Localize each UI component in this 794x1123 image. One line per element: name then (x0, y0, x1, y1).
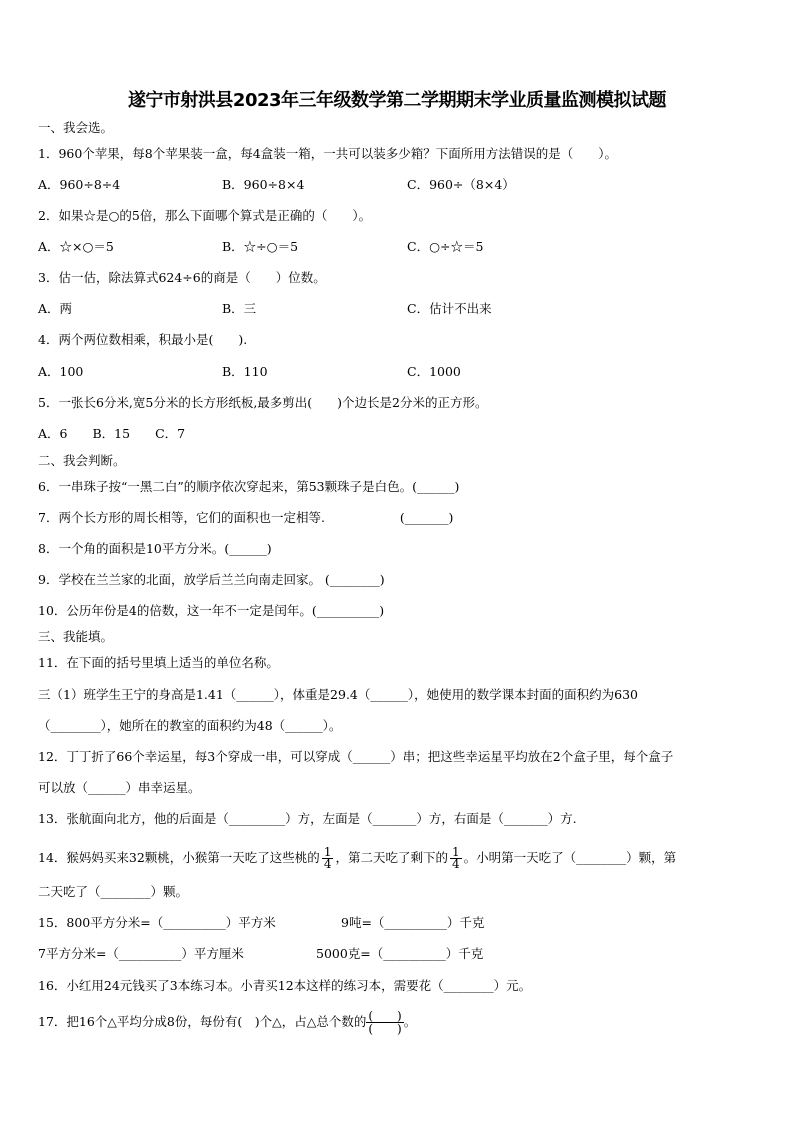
question-8: 8．一个角的面积是10平方分米。(______) (38, 541, 272, 556)
question-16: 16．小红用24元钱买了3本练习本。小青买12本这样的练习本，需要花（________）元。 (38, 978, 532, 993)
question-14-text-3: 。小明第一天吃了（________）颗，第 (463, 850, 677, 865)
question-4: 4．两个两位数相乘，积最小是( ). (38, 332, 248, 347)
question-3: 3．估一估，除法算式624÷6的商是（ ）位数。 (38, 270, 326, 285)
section-heading-1: 一、我会选。 (38, 120, 114, 135)
option-b: B．110 (222, 364, 268, 379)
option-a: A．960÷8÷4 (38, 177, 121, 192)
page-title: 遂宁市射洪县2023年三年级数学第二学期期末学业质量监测模拟试题 (127, 90, 667, 111)
question-17-text: 17．把16个△平均分成8份，每份有( )个△，占△总个数的 (38, 1014, 367, 1029)
option-a: A．两 (38, 301, 73, 316)
fraction-blank (366, 1010, 403, 1035)
fraction-one-quarter-b (450, 847, 462, 870)
question-11-line-2: （________），她所在的教室的面积约为48（______）。 (38, 718, 342, 733)
option-c: C．估计不出来 (407, 301, 492, 316)
section-heading-3: 三、我能填。 (38, 629, 114, 644)
option-b: B．960÷8×4 (222, 177, 305, 192)
question-12-line-1: 12．丁丁折了66个幸运星，每3个穿成一串，可以穿成（______）串；把这些幸运星平均放在2个盒子里，每个盒子 (38, 749, 674, 764)
option-c: C．○÷☆＝5 (407, 239, 484, 254)
question-14-text-2: ，第二天吃了剩下的 (335, 850, 448, 865)
conversion-sq-dm-to-sq-m: 15．800平方分米=（__________）平方米 (38, 915, 276, 930)
option-c: C．1000 (407, 364, 461, 379)
question-17 (38, 1006, 416, 1038)
question-9: 9．学校在兰兰家的北面，放学后兰兰向南走回家。 (________) (38, 572, 385, 587)
section-heading-2: 二、我会判断。 (38, 453, 126, 468)
conversion-sq-dm-to-sq-cm: 7平方分米=（__________）平方厘米 (38, 946, 244, 961)
option-a: A．100 (38, 364, 84, 379)
fraction-numerator-blank: ( ) (368, 1009, 402, 1023)
fraction-denominator: 4 (451, 857, 460, 871)
conversion-ton-to-kg: 9吨=（__________）千克 (341, 915, 485, 930)
question-2: 2．如果☆是○的5倍，那么下面哪个算式是正确的（ ）。 (38, 208, 372, 223)
question-6: 6．一串珠子按“一黑二白”的顺序依次穿起来，第53颗珠子是白色。(______) (38, 479, 460, 494)
fraction-one-quarter-a (322, 847, 334, 870)
option-c: C．960÷（8×4） (407, 177, 515, 192)
fraction-denominator-blank: ( ) (368, 1022, 402, 1036)
question-1: 1．960个苹果，每8个苹果装一盒，每4盒装一箱，一共可以装多少箱？下面所用方法错误的是（ ）。 (38, 146, 617, 161)
question-11-line-1: 三（1）班学生王宁的身高是1.41（______），体重是29.4（______），她使用的数学课本封面的面积约为630 (38, 687, 638, 702)
question-14-line-1 (38, 846, 676, 870)
question-5: 5．一张长6分米,宽5分米的长方形纸板,最多剪出( )个边长是2分米的正方形。 (38, 395, 488, 410)
question-14-text-1: 14．猴妈妈买来32颗桃，小猴第一天吃了这些桃的 (38, 850, 320, 865)
question-12-line-2: 可以放（______）串幸运星。 (38, 780, 201, 795)
question-13: 13．张航面向北方，他的后面是（_________）方，左面是（_______）方，右面是（_______）方. (38, 811, 577, 826)
question-10: 10．公历年份是4的倍数，这一年不一定是闰年。(__________) (38, 603, 385, 618)
conversion-g-to-kg: 5000克=（__________）千克 (316, 946, 484, 961)
question-14-line-2: 二天吃了（________）颗。 (38, 884, 189, 899)
fraction-numerator: 1 (451, 845, 460, 859)
fraction-denominator: 4 (323, 857, 332, 871)
option-b: B．☆÷○＝5 (222, 239, 299, 254)
question-5-options: A．6 B．15 C．7 (38, 426, 186, 441)
question-11: 11．在下面的括号里填上适当的单位名称。 (38, 655, 279, 670)
question-7: 7．两个长方形的周长相等，它们的面积也一定相等. (_______) (38, 510, 454, 525)
option-b: B．三 (222, 301, 257, 316)
question-17-end: 。 (403, 1014, 417, 1029)
option-a: A．☆×○＝5 (38, 239, 114, 254)
fraction-numerator: 1 (323, 845, 332, 859)
